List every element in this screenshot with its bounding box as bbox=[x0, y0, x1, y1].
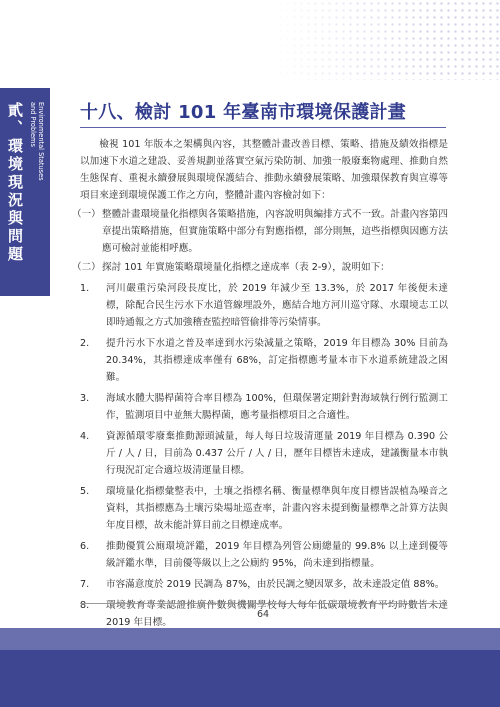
section-heading: 十八、檢討 101 年臺南市環境保護計畫 bbox=[80, 102, 407, 123]
list-item-text: 推動優質公廁環境評鑑，2019 年目標為列管公廁總量的 99.8% 以上達到優等級評鑑水準，目前優等級以上之公廁約 95%，尚未達到指標量。 bbox=[106, 541, 448, 569]
section-item-2 bbox=[72, 259, 448, 276]
list-item-number: 8. bbox=[80, 600, 90, 611]
heading-underline bbox=[80, 127, 446, 128]
list-item-number: 6. bbox=[80, 541, 90, 552]
list-item-text: 河川嚴重污染河段長度比，於 2019 年減少至 13.3%，於 2017 年後便未達標，除配合民生污水下水道管線埋設外，應結合地方河川巡守隊、水環境志工以即時通報之方式加強稽查監控暗管偷排等污染情事。 bbox=[106, 283, 448, 328]
section-item-marker: （二） bbox=[72, 262, 101, 273]
chapter-side-tab bbox=[0, 88, 50, 296]
footer-divider bbox=[80, 603, 446, 604]
list-item-text: 海域水體大腸桿菌符合率目標為 100%，但環保署定期針對海域執行例行監測工作，監測項目中並無大腸桿菌，應考量指標項目之合適性。 bbox=[106, 393, 448, 421]
list-item-number: 3. bbox=[80, 393, 90, 404]
list-item-text: 資源循環零廢棄推動源頭減量，每人每日垃圾清運量 2019 年目標為 0.390 公斤 / 人 / 日，目前為 0.437 公斤 / 人 / 日，歷年目標皆未達成，建議衡量本市執行現況訂定合適垃圾清運量目標。 bbox=[106, 431, 448, 476]
section-item-marker: （一） bbox=[72, 209, 101, 220]
list-item bbox=[80, 335, 448, 386]
list-item-number: 5. bbox=[80, 486, 90, 497]
list-item bbox=[80, 483, 448, 534]
list-item bbox=[80, 576, 448, 593]
list-item bbox=[80, 280, 448, 331]
list-item-text: 環境教育專業認證推廣件數與機關學校每人每年低碳環境教育平均時數皆未達 2019 年目標。 bbox=[106, 600, 448, 628]
list-item bbox=[80, 428, 448, 479]
section-item-text: 探討 101 年實施策略環境量化指標之達成率（表 2-9），說明如下： bbox=[102, 262, 390, 273]
chapter-title-vertical: 貳、環境現況與問題 bbox=[6, 102, 24, 264]
page-number: 64 bbox=[256, 609, 270, 620]
chapter-english-line-1: Environmental Statuses bbox=[37, 102, 45, 181]
decorative-dot-pattern bbox=[270, 0, 500, 80]
section-item-1 bbox=[72, 206, 448, 257]
list-item-number: 7. bbox=[80, 579, 90, 590]
section-item-text: 整體計畫環境量化指標與各策略措施，內容說明與編排方式不一致。計畫內容第四章提出策略措施，但實施策略中部分有對應指標，部分則無，這些指標與因應方法應可檢討並能相呼應。 bbox=[102, 209, 448, 254]
list-item bbox=[80, 538, 448, 572]
chapter-title-english bbox=[29, 102, 45, 181]
section-body bbox=[72, 136, 448, 631]
list-item bbox=[80, 390, 448, 424]
bottom-decorative-bar bbox=[0, 628, 500, 707]
list-item-text: 提升污水下水道之普及率達到水污染減量之策略，2019 年目標為 30% 目前為 20.34%，其指標達成率僅有 68%，訂定指標應考量本市下水道系統建設之困難。 bbox=[106, 338, 448, 383]
list-item-text: 市容滿意度於 2019 民調為 87%，由於民調之變因眾多，故未達設定值 88%。 bbox=[106, 579, 445, 590]
list-item-number: 2. bbox=[80, 338, 90, 349]
list-item-text: 環境量化指標彙整表中，土壤之指標名稱、衡量標準與年度目標皆誤植為噪音之資料，其指標應為土壤污染場址巡查率，計畫內容未提到衡量標準之計算方法與年度目標，故未能計算目前之目標達成率。 bbox=[106, 486, 448, 531]
intro-paragraph: 檢視 101 年版本之架構與內容，其整體計畫改善目標、策略、措施及績效指標是以加速下水道之建設、妥善規劃並落實空氣污染防制、加強一般廢棄物處理、推動自然生態保育、重視永續發展與環境保護結合、推動永續發展策略、加強環保教育與宣導等項目來達到環境保護工作之方向，整體計畫內容檢討如下： bbox=[80, 139, 448, 201]
list-item-number: 4. bbox=[80, 431, 90, 442]
list-item-number: 1. bbox=[80, 283, 90, 294]
chapter-english-line-2: and Problems bbox=[29, 102, 37, 147]
